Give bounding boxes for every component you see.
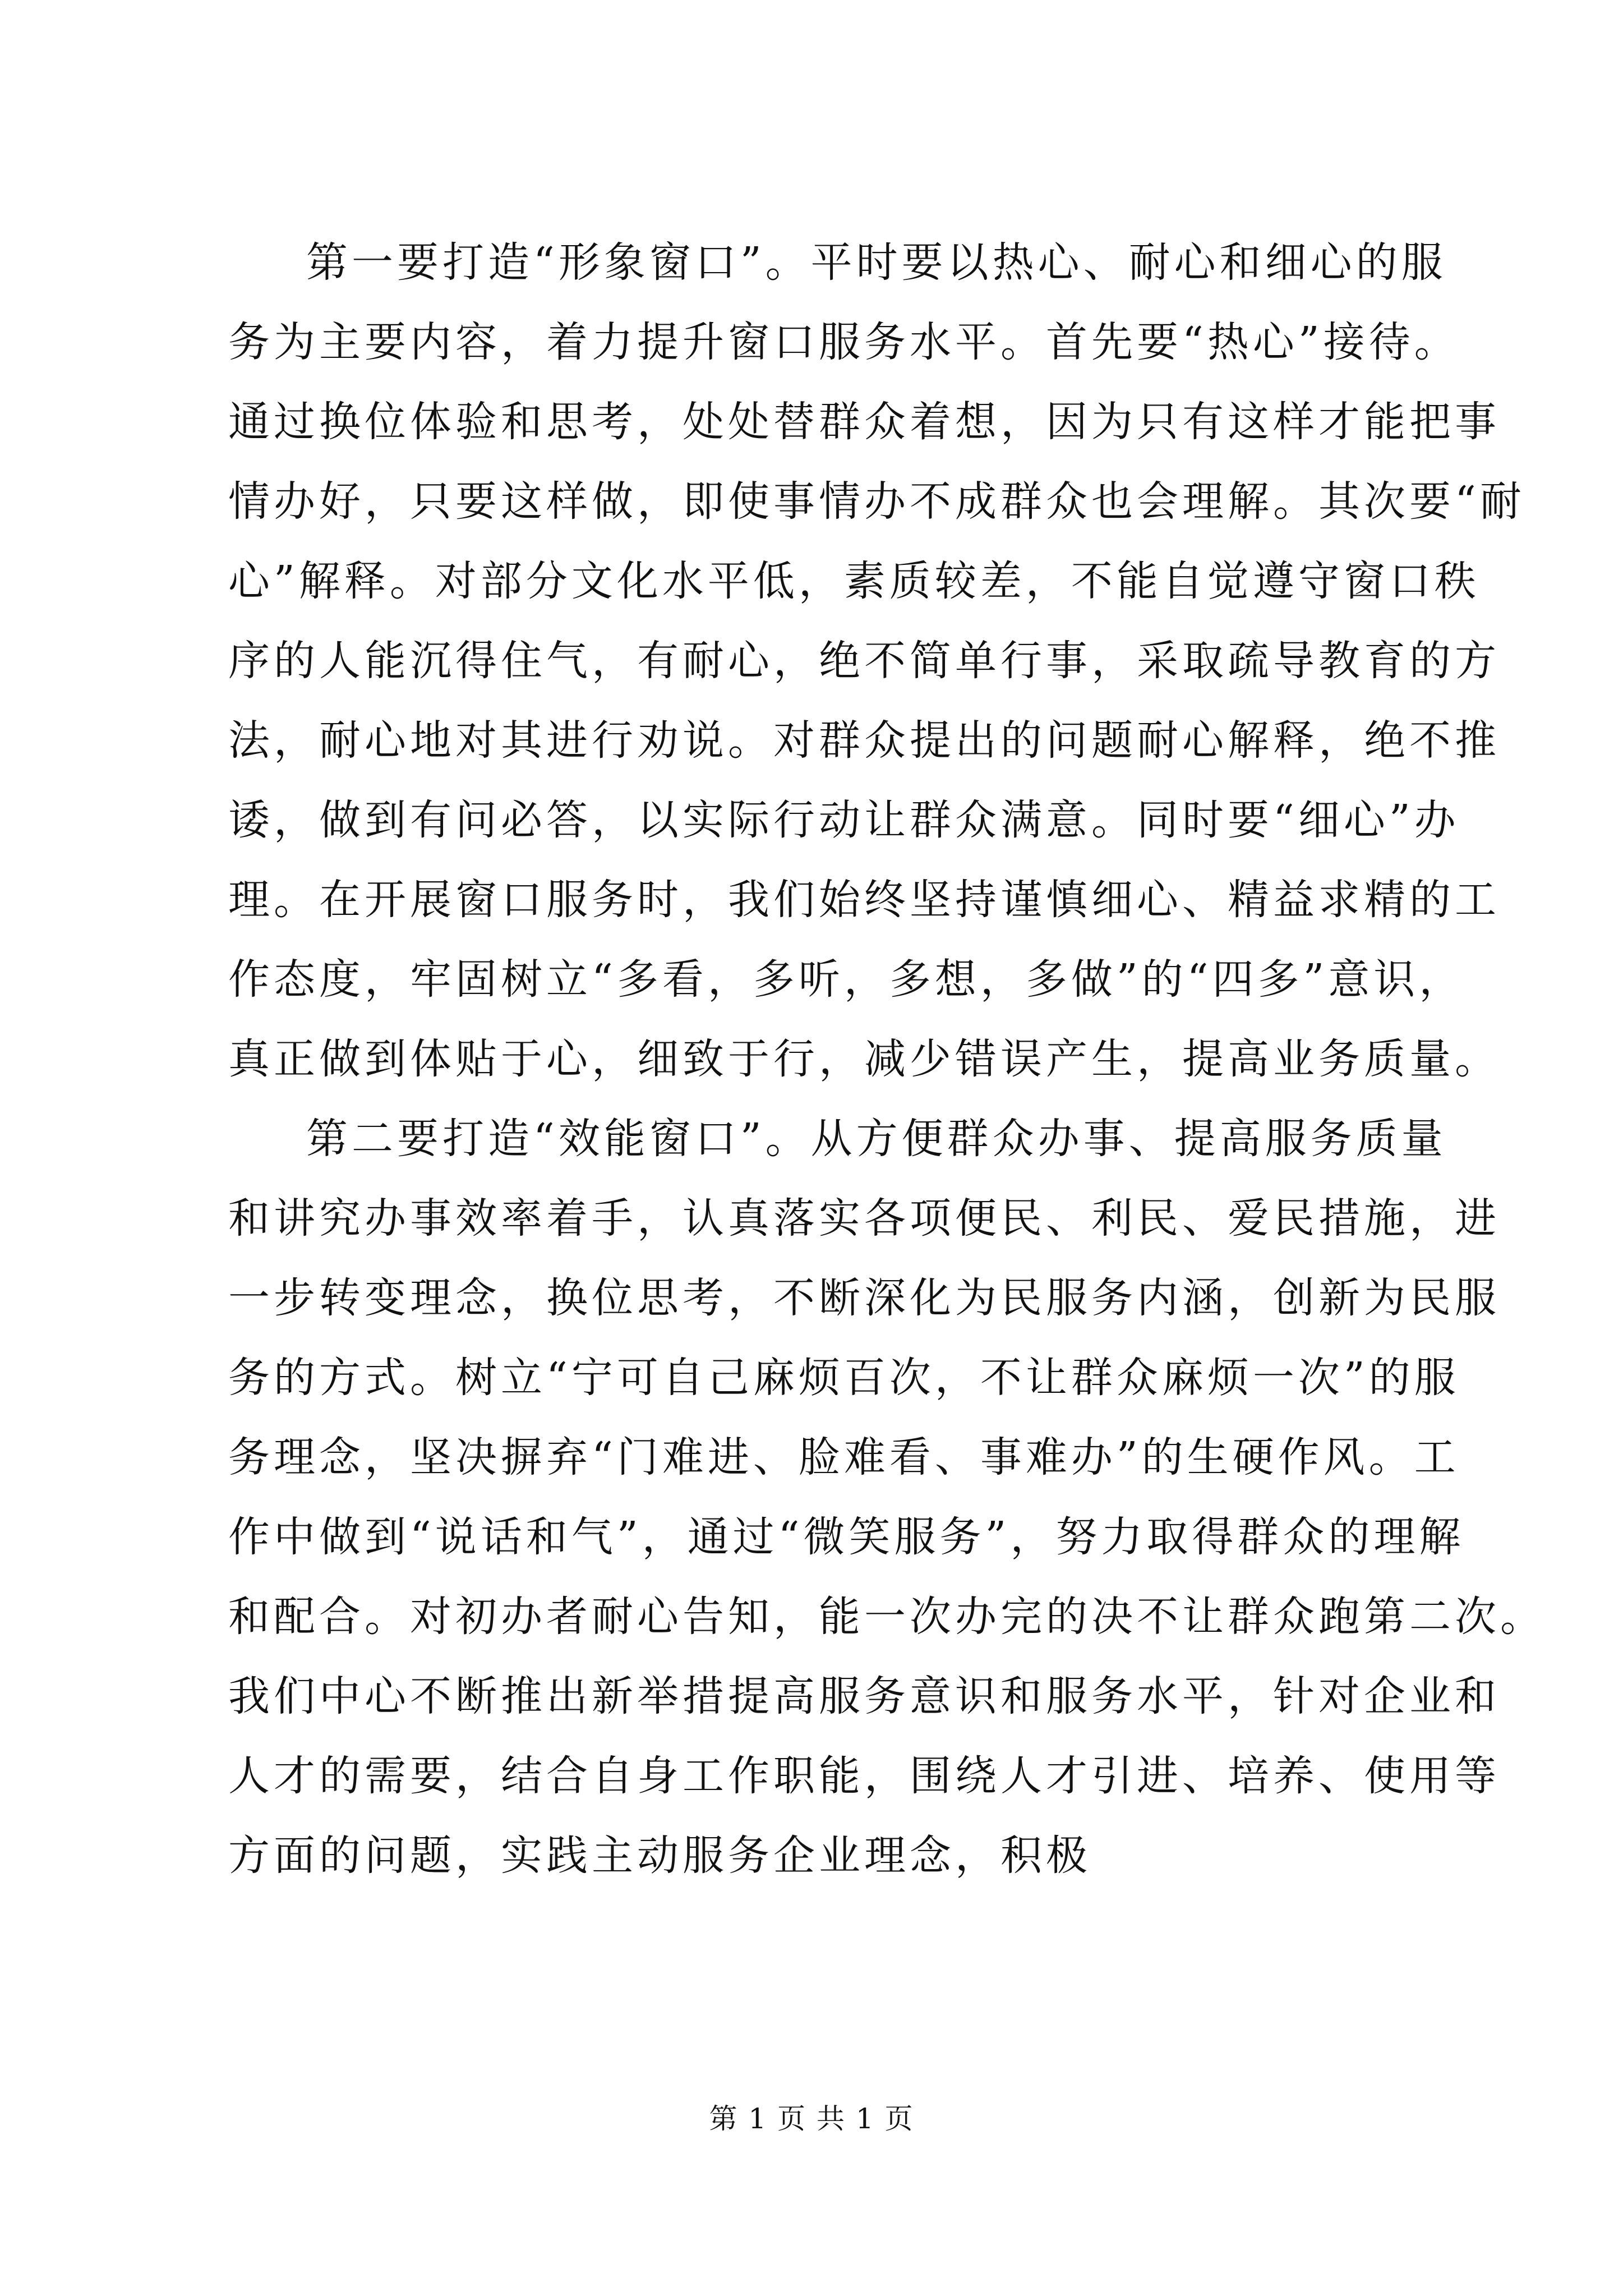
paragraph-1-line-11: 真正做到体贴于心，细致于行，减少错误产生，提高业务质量。 (228, 1035, 1500, 1083)
paragraph-1-line-5: 心”解释。对部分文化水平低，素质较差，不能自觉遵守窗口秩 (228, 557, 1480, 605)
paragraph-2-line-1: 第二要打造“效能窗口”。从方便群众办事、提高服务质量 (306, 1115, 1447, 1163)
paragraph-1-line-1: 第一要打造“形象窗口”。平时要以热心、耐心和细心的服 (306, 238, 1447, 287)
page-footer (0, 2099, 1623, 2138)
paragraph-2-line-6: 作中做到“说话和气”，通过“微笑服务”，努力取得群众的理解 (228, 1513, 1465, 1561)
paragraph-2-line-7: 和配合。对初办者耐心告知，能一次办完的决不让群众跑第二次。 (228, 1593, 1546, 1641)
paragraph-2-line-5: 务理念，坚决摒弃“门难进、脸难看、事难办”的生硬作风。工 (228, 1433, 1460, 1481)
paragraph-2-line-10: 方面的问题，实践主动服务企业理念，积极 (228, 1832, 1091, 1880)
paragraph-1-line-9: 理。在开展窗口服务时，我们始终坚持谨慎细心、精益求精的工 (228, 876, 1500, 924)
paragraph-1-line-2: 务为主要内容，着力提升窗口服务水平。首先要“热心”接待。 (228, 318, 1460, 366)
paragraph-2-line-4: 务的方式。树立“宁可自己麻烦百次，不让群众麻烦一次”的服 (228, 1354, 1460, 1402)
paragraph-1-line-4: 情办好，只要这样做，即使事情办不成群众也会理解。其次要“耐 (228, 477, 1525, 526)
paragraph-2-line-8: 我们中心不断推出新举措提高服务意识和服务水平，针对企业和 (228, 1672, 1500, 1720)
paragraph-1-line-8: 诿，做到有问必答，以实际行动让群众满意。同时要“细心”办 (228, 796, 1460, 844)
paragraph-2-line-3: 一步转变理念，换位思考，不断深化为民服务内涵，创新为民服 (228, 1274, 1500, 1322)
paragraph-1-line-6: 序的人能沉得住气，有耐心，绝不简单行事，采取疏导教育的方 (228, 637, 1500, 685)
paragraph-2-line-2: 和讲究办事效率着手，认真落实各项便民、利民、爱民措施，进 (228, 1194, 1500, 1243)
paragraph-1-line-3: 通过换位体验和思考，处处替群众着想，因为只有这样才能把事 (228, 398, 1500, 446)
paragraph-1-line-10: 作态度，牢固树立“多看，多听，多想，多做”的“四多”意识， (228, 955, 1465, 1004)
page-number-label: 第 1 页 共 1 页 (709, 2102, 914, 2135)
paragraph-2-line-9: 人才的需要，结合自身工作职能，围绕人才引进、培养、使用等 (228, 1752, 1500, 1800)
paragraph-1-line-7: 法，耐心地对其进行劝说。对群众提出的问题耐心解释，绝不推 (228, 716, 1500, 765)
